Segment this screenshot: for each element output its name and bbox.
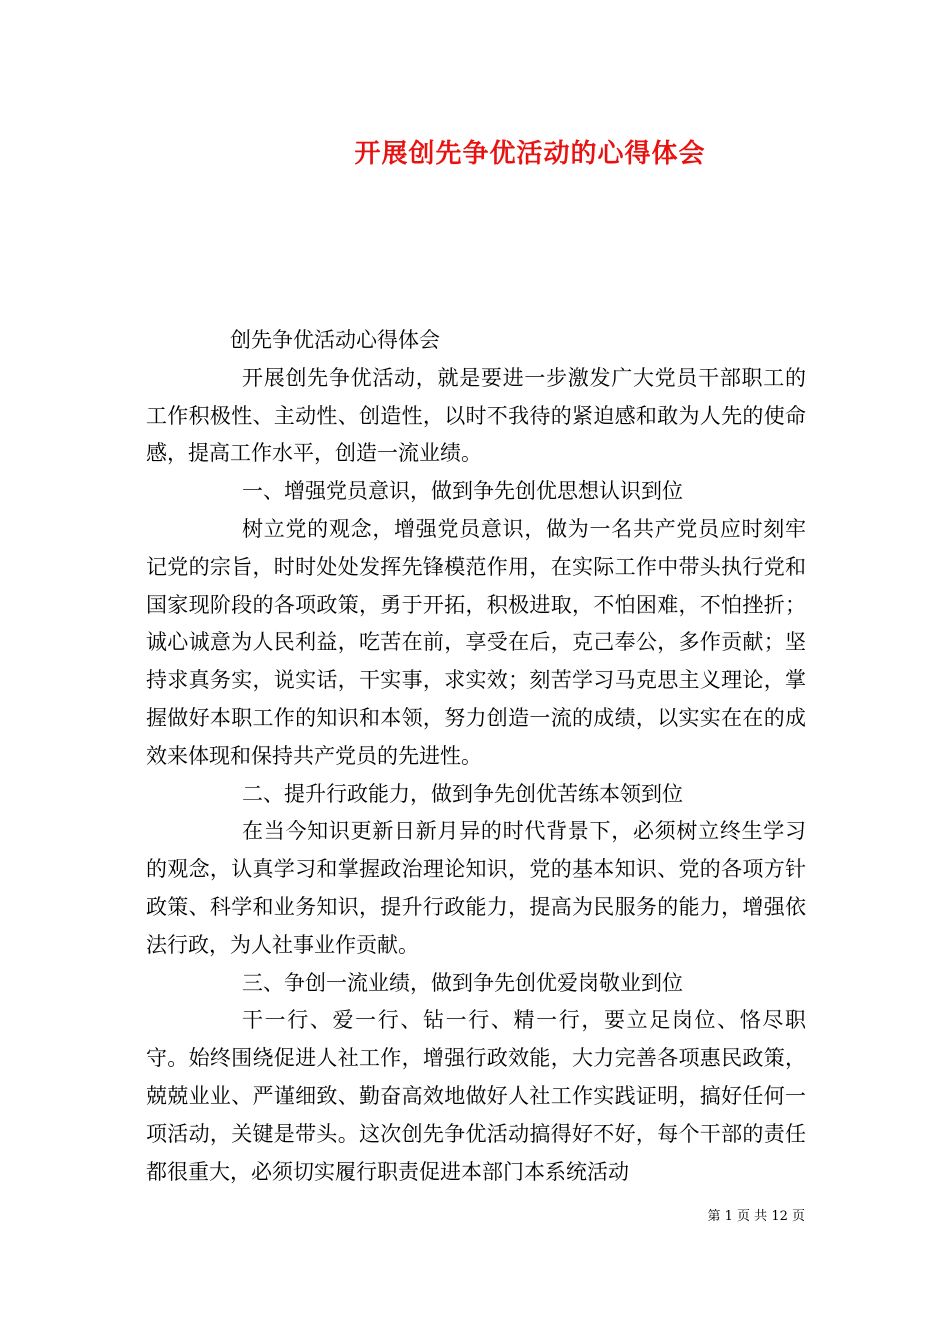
document-subtitle: 创先争优活动心得体会 <box>230 328 440 352</box>
paragraph-section-2: 在当今知识更新日新月异的时代背景下，必须树立终生学习的观念，认真学习和掌握政治理论知识，党的基本知识、党的各项方针政策、科学和业务知识，提升行政能力，提高为民服务的能力，增强依法行政，为人社事业作贡献。 <box>146 819 806 957</box>
page-number-footer: 第 1 页 共 12 页 <box>707 1209 805 1224</box>
paragraph-section-3: 干一行、爱一行、钻一行、精一行，要立足岗位、恪尽职守。始终围绕促进人社工作，增强行政效能，大力完善各项惠民政策，兢兢业业、严谨细致、勤奋高效地做好人社工作实践证明，搞好任何一项活动，关键是带头。这次创先争优活动搞得好不好，每个干部的责任都很重大，必须切实履行职责促进本部门本系统活动 <box>146 1008 806 1184</box>
section-heading-2: 二、提升行政能力，做到争先创优苦练本领到位 <box>242 781 683 806</box>
section-heading-1: 一、增强党员意识，做到争先创优思想认识到位 <box>242 479 683 504</box>
section-heading-3: 三、争创一流业绩，做到争先创优爱岗敬业到位 <box>242 970 683 995</box>
paragraph-section-1: 树立党的观念，增强党员意识，做为一名共产党员应时刻牢记党的宗旨，时时处处发挥先锋模范作用，在实际工作中带头执行党和国家现阶段的各项政策，勇于开拓，积极进取，不怕困难，不怕挫折；诚心诚意为人民利益，吃苦在前，享受在后，克己奉公，多作贡献；坚持求真务实，说实话，干实事，求实效；刻苦学习马克思主义理论，掌握做好本职工作的知识和本领，努力创造一流的成绩，以实实在在的成效来体现和保持共产党员的先进性。 <box>146 516 806 768</box>
document-title: 开展创先争优活动的心得体会 <box>354 139 706 169</box>
document-body <box>146 322 806 1191</box>
paragraph-intro: 开展创先争优活动，就是要进一步激发广大党员干部职工的工作积极性、主动性、创造性，以时不我待的紧迫感和敢为人先的使命感，提高工作水平，创造一流业绩。 <box>146 365 806 466</box>
